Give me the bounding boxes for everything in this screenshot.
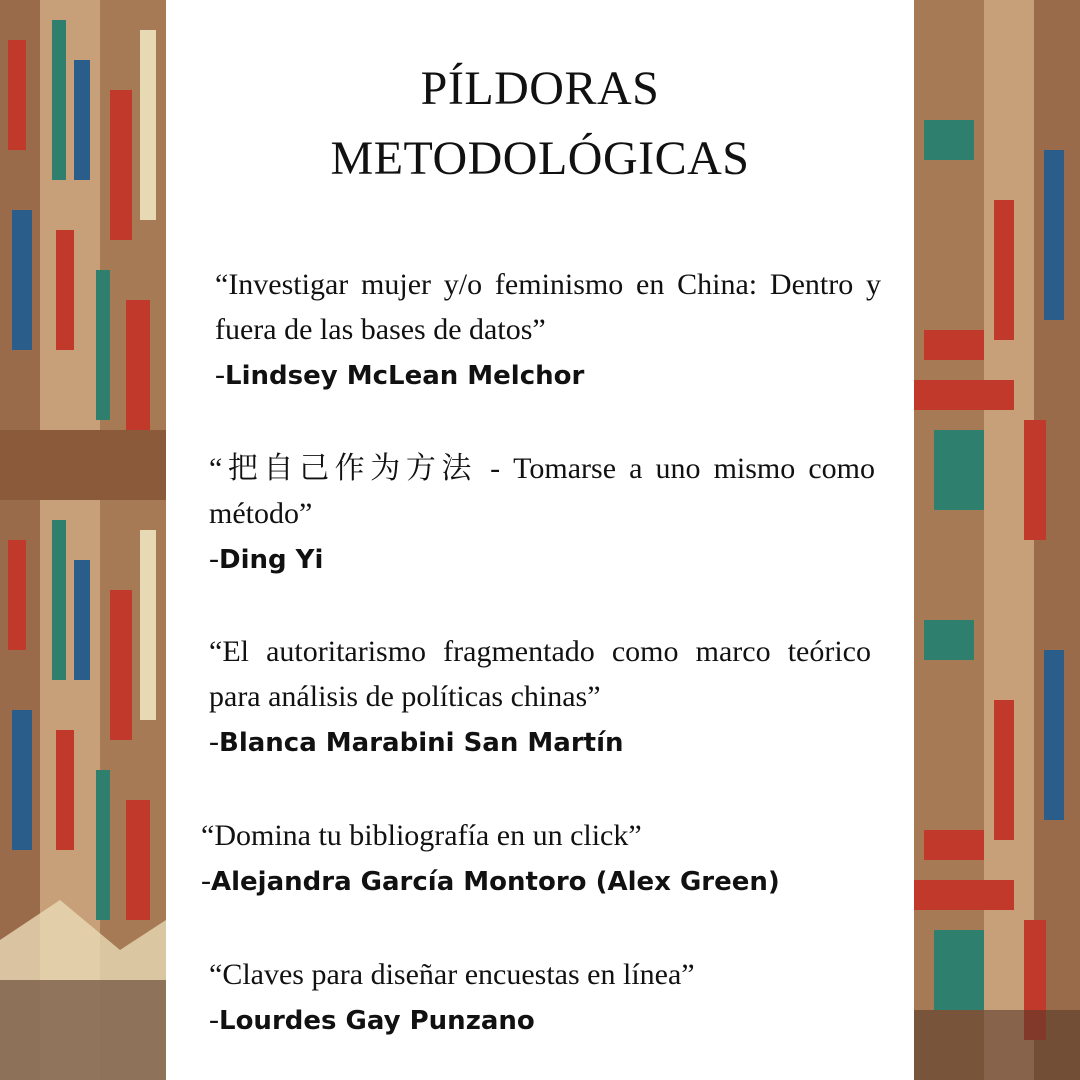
speaker-name: Alejandra García Montoro (Alex Green)	[211, 867, 780, 897]
talk-speaker: -Alejandra García Montoro (Alex Green)	[201, 864, 780, 897]
talk-entry	[209, 629, 871, 766]
talk-entry	[209, 952, 899, 1044]
talk-title: “Claves para diseñar encuestas en línea”	[209, 958, 695, 991]
speaker-name: Blanca Marabini San Martín	[219, 728, 624, 758]
street-painting-image	[914, 0, 1080, 1080]
talk-title: “Domina tu bibliografía en un click”	[201, 819, 642, 852]
talk-title: “Investigar mujer y/o feminismo en China: Dentro y fuera de las bases de datos”	[215, 268, 881, 346]
talk-speaker: -Blanca Marabini San Martín	[209, 725, 624, 758]
speaker-name: Ding Yi	[219, 545, 324, 575]
talk-speaker: -Ding Yi	[209, 542, 324, 575]
left-street-painting	[0, 0, 166, 1080]
talk-speaker: -Lourdes Gay Punzano	[209, 1003, 535, 1036]
content-panel	[166, 0, 914, 1080]
street-painting-image	[0, 0, 166, 1080]
speaker-name: Lindsey McLean Melchor	[225, 361, 585, 391]
title-line-1: PÍLDORAS	[420, 62, 660, 115]
speaker-name: Lourdes Gay Punzano	[219, 1006, 535, 1036]
talk-title: “把自己作为方法 - Tomarse a uno mismo como método”	[209, 452, 875, 530]
talk-entry	[201, 813, 891, 905]
talk-title: “El autoritarismo fragmentado como marco teórico para análisis de políticas chinas”	[209, 635, 871, 713]
talk-entry	[209, 446, 875, 583]
title-line-2: METODOLÓGICAS	[330, 132, 750, 185]
talk-speaker: -Lindsey McLean Melchor	[215, 358, 585, 391]
talk-entry	[215, 262, 881, 399]
right-street-painting	[914, 0, 1080, 1080]
